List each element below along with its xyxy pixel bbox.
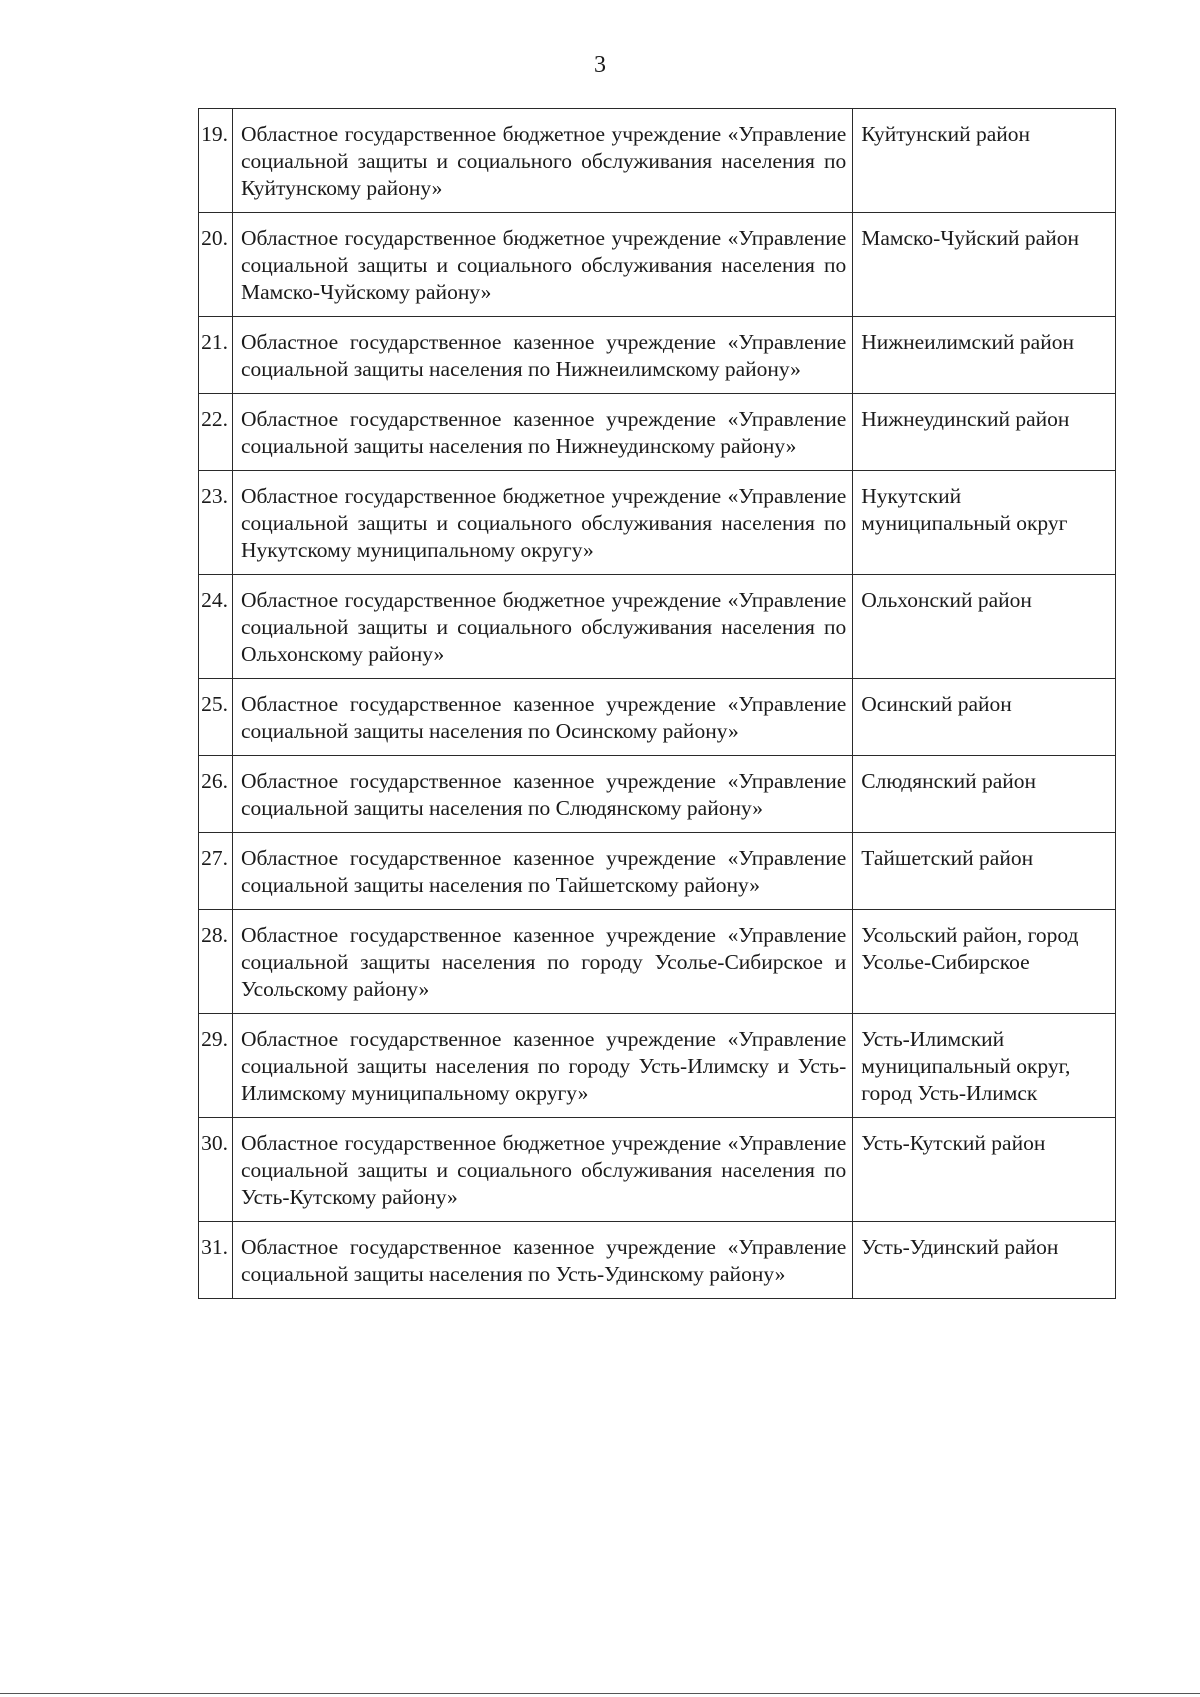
institution-name: Областное государственное казенное учреждение «Управление социальной защиты населения по Нижнеилимскому району» — [233, 317, 853, 394]
row-number: 30. — [199, 1118, 233, 1222]
institution-name: Областное государственное казенное учреждение «Управление социальной защиты населения по городу Усть-Илимску и Усть-Илимскому муниципальному округу» — [233, 1014, 853, 1118]
institutions-table — [198, 108, 1116, 1299]
institution-name: Областное государственное бюджетное учреждение «Управление социальной защиты и социального обслуживания населения по Куйтунскому району» — [233, 109, 853, 213]
table-row — [199, 756, 1116, 833]
territory-name: Ольхонский район — [853, 575, 1116, 679]
row-number: 29. — [199, 1014, 233, 1118]
territory-name: Слюдянский район — [853, 756, 1116, 833]
table-row — [199, 1014, 1116, 1118]
row-number: 19. — [199, 109, 233, 213]
institution-name: Областное государственное казенное учреждение «Управление социальной защиты населения по Тайшетскому району» — [233, 833, 853, 910]
institution-name: Областное государственное казенное учреждение «Управление социальной защиты населения по Осинскому району» — [233, 679, 853, 756]
institution-name: Областное государственное казенное учреждение «Управление социальной защиты населения по Слюдянскому району» — [233, 756, 853, 833]
table-row — [199, 910, 1116, 1014]
table-row — [199, 213, 1116, 317]
page-number: 3 — [594, 52, 606, 78]
table-row — [199, 679, 1116, 756]
institution-name: Областное государственное бюджетное учреждение «Управление социальной защиты и социального обслуживания населения по Мамско-Чуйскому району» — [233, 213, 853, 317]
row-number: 31. — [199, 1222, 233, 1299]
table-row — [199, 471, 1116, 575]
territory-name: Усть-Кутский район — [853, 1118, 1116, 1222]
institution-name: Областное государственное казенное учреждение «Управление социальной защиты населения по Нижнеудинскому району» — [233, 394, 853, 471]
territory-name: Нукутский муниципальный округ — [853, 471, 1116, 575]
table-row — [199, 109, 1116, 213]
row-number: 22. — [199, 394, 233, 471]
territory-name: Нижнеудинский район — [853, 394, 1116, 471]
table-row — [199, 833, 1116, 910]
territory-name: Осинский район — [853, 679, 1116, 756]
institution-name: Областное государственное казенное учреждение «Управление социальной защиты населения по Усть-Удинскому району» — [233, 1222, 853, 1299]
row-number: 20. — [199, 213, 233, 317]
table-row — [199, 1118, 1116, 1222]
territory-name: Куйтунский район — [853, 109, 1116, 213]
institution-name: Областное государственное казенное учреждение «Управление социальной защиты населения по городу Усолье-Сибирское и Усольскому району» — [233, 910, 853, 1014]
territory-name: Мамско-Чуйский район — [853, 213, 1116, 317]
row-number: 24. — [199, 575, 233, 679]
territory-name: Тайшетский район — [853, 833, 1116, 910]
row-number: 26. — [199, 756, 233, 833]
table-row — [199, 1222, 1116, 1299]
territory-name: Усольский район, город Усолье-Сибирское — [853, 910, 1116, 1014]
table-row — [199, 317, 1116, 394]
territory-name: Нижнеилимский район — [853, 317, 1116, 394]
row-number: 28. — [199, 910, 233, 1014]
row-number: 23. — [199, 471, 233, 575]
table-row — [199, 575, 1116, 679]
institution-name: Областное государственное бюджетное учреждение «Управление социальной защиты и социального обслуживания населения по Нукутскому муниципальному округу» — [233, 471, 853, 575]
table-row — [199, 394, 1116, 471]
institution-name: Областное государственное бюджетное учреждение «Управление социальной защиты и социального обслуживания населения по Усть-Кутскому району» — [233, 1118, 853, 1222]
territory-name: Усть-Удинский район — [853, 1222, 1116, 1299]
page-bottom-rule — [0, 1693, 1200, 1694]
institution-name: Областное государственное бюджетное учреждение «Управление социальной защиты и социального обслуживания населения по Ольхонскому району» — [233, 575, 853, 679]
territory-name: Усть-Илимский муниципальный округ, город Усть-Илимск — [853, 1014, 1116, 1118]
row-number: 21. — [199, 317, 233, 394]
row-number: 27. — [199, 833, 233, 910]
row-number: 25. — [199, 679, 233, 756]
